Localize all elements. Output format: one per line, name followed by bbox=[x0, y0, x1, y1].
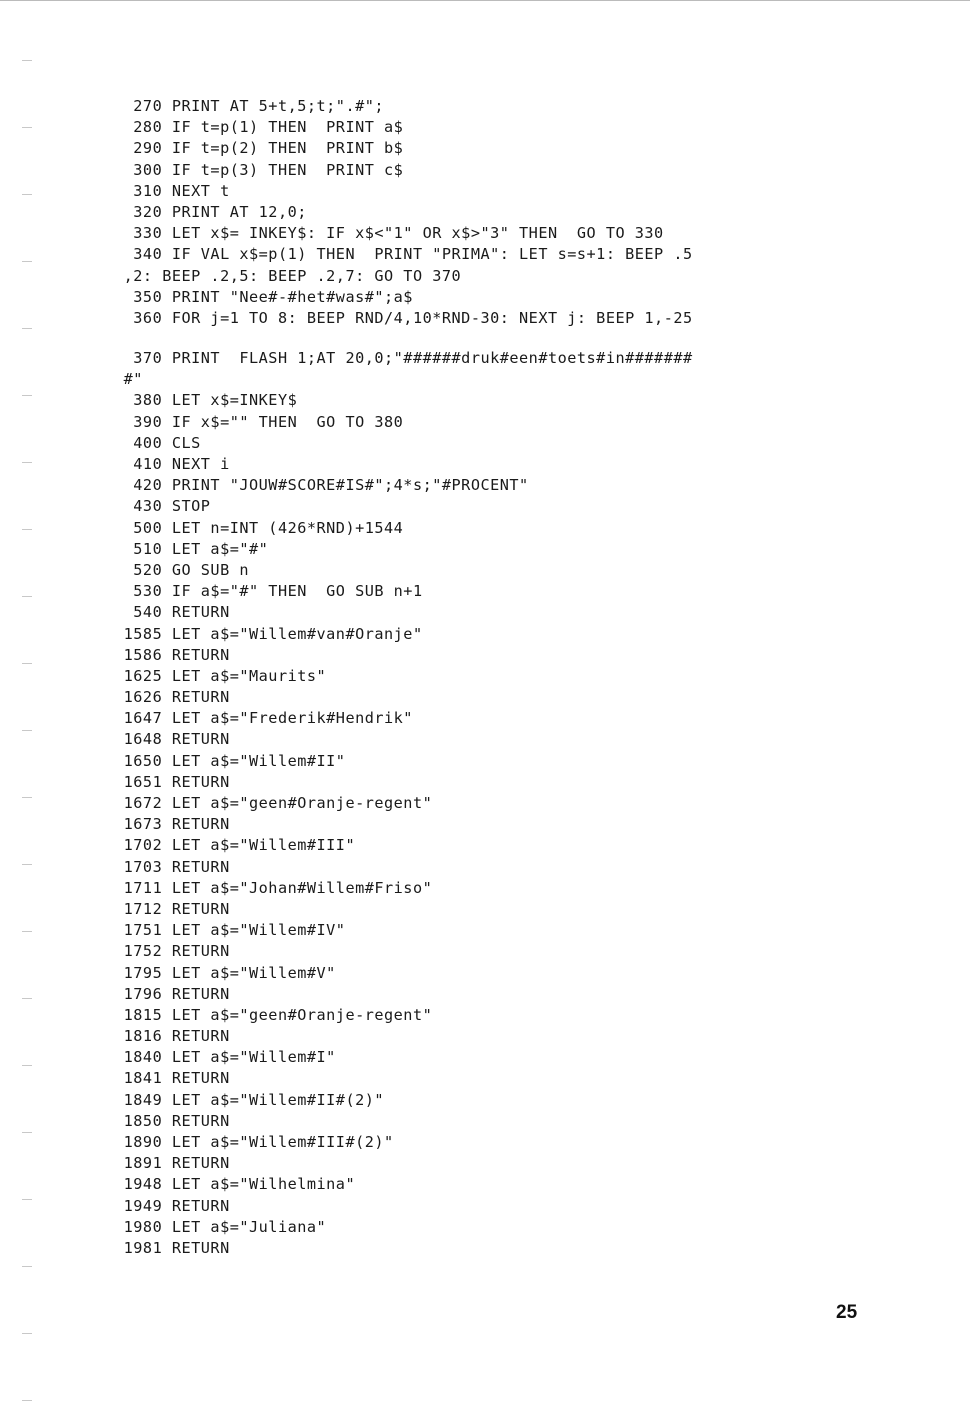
code-line: 270 PRINT AT 5+t,5;t;".#"; bbox=[114, 97, 385, 115]
code-line: 1890 LET a$="Willem#III#(2)" bbox=[114, 1133, 394, 1151]
margin-tick bbox=[22, 596, 32, 597]
code-line: 540 RETURN bbox=[114, 603, 230, 622]
margin-tick bbox=[22, 1065, 32, 1066]
code-line: 330 LET x$= INKEY$: IF x$<"1" OR x$>"3" THEN GO TO 330 bbox=[114, 224, 664, 243]
code-line: 280 IF t=p(1) THEN PRINT a$ bbox=[114, 118, 404, 137]
code-line: 1711 LET a$="Johan#Willem#Friso" bbox=[114, 878, 433, 897]
code-line: 290 IF t=p(2) THEN PRINT b$ bbox=[114, 139, 404, 158]
code-line: 520 GO SUB n bbox=[114, 560, 250, 579]
margin-tick bbox=[22, 529, 32, 530]
code-line: 1949 RETURN bbox=[114, 1196, 230, 1215]
code-line: 530 IF a$="#" THEN GO SUB n+1 bbox=[114, 582, 423, 601]
margin-tick bbox=[22, 663, 32, 664]
code-line: #" bbox=[114, 370, 143, 389]
code-line: 350 PRINT "Nee#-#het#was#";a$ bbox=[114, 287, 413, 306]
code-line: 1948 LET a$="Wilhelmina" bbox=[114, 1175, 356, 1194]
code-line: 320 PRINT AT 12,0; bbox=[114, 202, 307, 221]
code-line: 420 PRINT "JOUW#SCORE#IS#";4*s;"#PROCENT" bbox=[114, 476, 529, 495]
margin-tick bbox=[22, 1199, 32, 1200]
margin-tick bbox=[22, 864, 32, 865]
code-line: 1891 RETURN bbox=[114, 1154, 230, 1173]
margin-tick bbox=[22, 60, 32, 61]
code-line: 1673 RETURN bbox=[114, 815, 230, 834]
code-line: 1712 RETURN bbox=[114, 899, 230, 918]
code-line: 300 IF t=p(3) THEN PRINT c$ bbox=[114, 160, 404, 179]
code-line: 500 LET n=INT (426*RND)+1544 bbox=[114, 518, 404, 537]
code-line: 380 LET x$=INKEY$ bbox=[114, 391, 298, 410]
code-line: 1650 LET a$="Willem#II" bbox=[114, 751, 346, 770]
page-top-rule bbox=[0, 0, 970, 1]
code-line: 1651 RETURN bbox=[114, 772, 230, 791]
code-line: 1841 RETURN bbox=[114, 1069, 230, 1088]
code-line: 1850 RETURN bbox=[114, 1111, 230, 1130]
code-line: 1796 RETURN bbox=[114, 984, 230, 1003]
blank-line bbox=[114, 329, 914, 348]
margin-tick bbox=[22, 931, 32, 932]
code-line: 410 NEXT i bbox=[114, 455, 230, 473]
margin-tick bbox=[22, 462, 32, 463]
code-line: 1980 LET a$="Juliana" bbox=[114, 1217, 327, 1236]
code-line: 370 PRINT FLASH 1;AT 20,0;"######druk#een#toets#in####### bbox=[114, 349, 693, 368]
code-line: 1647 LET a$="Frederik#Hendrik" bbox=[114, 709, 413, 728]
code-line: 1648 RETURN bbox=[114, 730, 230, 749]
page-number: 25 bbox=[836, 1302, 858, 1323]
margin-tick bbox=[22, 1266, 32, 1267]
code-line: 400 CLS bbox=[114, 433, 201, 452]
code-line: 1795 LET a$="Willem#V" bbox=[114, 963, 336, 982]
margin-tick bbox=[22, 261, 32, 262]
code-line: 1981 RETURN bbox=[114, 1238, 230, 1257]
code-line: ,2: BEEP .2,5: BEEP .2,7: GO TO 370 bbox=[114, 266, 462, 285]
code-line: 1672 LET a$="geen#Oranje-regent" bbox=[114, 794, 433, 812]
margin-tick-marks bbox=[22, 0, 34, 1421]
code-line: 1585 LET a$="Willem#van#Oranje" bbox=[114, 624, 423, 643]
code-line: 1840 LET a$="Willem#I" bbox=[114, 1048, 336, 1067]
code-line: 390 IF x$="" THEN GO TO 380 bbox=[114, 412, 404, 431]
code-line: 1815 LET a$="geen#Oranje-regent" bbox=[114, 1005, 433, 1024]
code-line: 310 NEXT t bbox=[114, 181, 230, 200]
margin-tick bbox=[22, 998, 32, 999]
code-line: 1752 RETURN bbox=[114, 942, 230, 961]
code-line: 510 LET a$="#" bbox=[114, 539, 269, 558]
basic-program-listing bbox=[114, 96, 914, 1259]
code-line: 1625 LET a$="Maurits" bbox=[114, 666, 327, 685]
code-line: 340 IF VAL x$=p(1) THEN PRINT "PRIMA": LET s=s+1: BEEP .5 bbox=[114, 245, 693, 264]
code-line: 1849 LET a$="Willem#II#(2)" bbox=[114, 1090, 385, 1109]
code-line: 430 STOP bbox=[114, 497, 211, 516]
margin-tick bbox=[22, 1132, 32, 1133]
code-line: 360 FOR j=1 TO 8: BEEP RND/4,10*RND-30: NEXT j: BEEP 1,-25 bbox=[114, 308, 693, 327]
margin-tick bbox=[22, 127, 32, 128]
code-line: 1626 RETURN bbox=[114, 688, 230, 707]
margin-tick bbox=[22, 395, 32, 396]
code-line: 1703 RETURN bbox=[114, 857, 230, 876]
margin-tick bbox=[22, 730, 32, 731]
margin-tick bbox=[22, 194, 32, 195]
margin-tick bbox=[22, 1333, 32, 1334]
code-line: 1586 RETURN bbox=[114, 645, 230, 664]
code-line: 1702 LET a$="Willem#III" bbox=[114, 836, 356, 855]
margin-tick bbox=[22, 1400, 32, 1401]
code-line: 1816 RETURN bbox=[114, 1027, 230, 1046]
code-line: 1751 LET a$="Willem#IV" bbox=[114, 921, 346, 940]
margin-tick bbox=[22, 328, 32, 329]
margin-tick bbox=[22, 797, 32, 798]
